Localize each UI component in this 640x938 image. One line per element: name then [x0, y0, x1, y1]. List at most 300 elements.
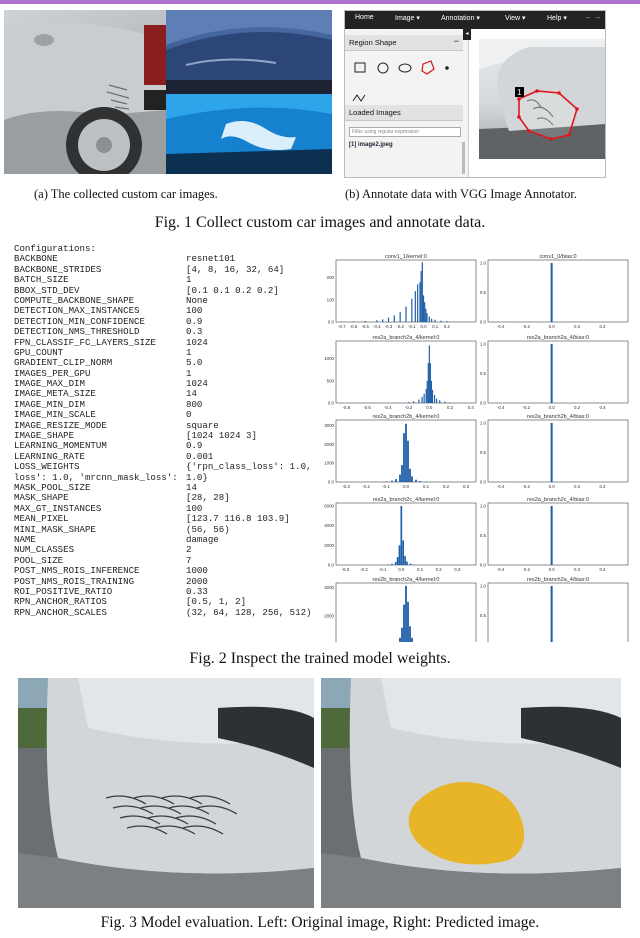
x-tick-label: 0.2 — [442, 484, 450, 489]
loaded-images-header[interactable] — [345, 105, 463, 121]
histogram-bar — [551, 506, 553, 565]
config-value: 14 — [186, 388, 197, 400]
x-tick-label: 0.3 — [462, 484, 470, 489]
config-key: BBOX_STD_DEV — [14, 284, 80, 296]
y-tick-label: 0.0 — [479, 562, 486, 568]
histogram-title: res2a_branch2b_4/bias:0 — [526, 414, 590, 420]
x-tick-label: -0.5 — [361, 324, 369, 329]
histogram-title: res2a_branch2b_4/kernel:0 — [372, 414, 440, 420]
config-key: ROI_POSITIVE_RATIO — [14, 585, 113, 597]
figure3-caption: Fig. 3 Model evaluation. Left: Original image, Right: Predicted image. — [100, 914, 540, 931]
config-key: DETECTION_MAX_INSTANCES — [14, 305, 140, 317]
predicted-image — [321, 678, 621, 908]
histogram-bar — [353, 321, 354, 322]
config-value: 0.3 — [186, 326, 203, 338]
histogram-bar — [394, 315, 395, 322]
loaded-images-title: Loaded Images — [349, 108, 401, 117]
x-tick-label: 0.1 — [416, 567, 424, 572]
x-tick-label: -0.1 — [382, 484, 390, 489]
histogram-frame — [488, 260, 628, 322]
config-value: 0.001 — [186, 450, 214, 462]
y-tick-label: 1.0 — [479, 341, 486, 347]
config-value: [4, 8, 16, 32, 64] — [186, 263, 285, 275]
image-list-item[interactable]: [1] image2.jpeg — [349, 142, 393, 148]
config-key: NAME — [14, 533, 36, 545]
x-tick-label: 0.3 — [454, 567, 461, 572]
histogram-panel — [480, 335, 628, 410]
config-value: 0.33 — [186, 585, 208, 597]
config-key: IMAGE_MIN_SCALE — [14, 409, 96, 421]
polygon-vertex — [575, 107, 579, 111]
circle-icon — [378, 63, 388, 73]
x-tick-label: 0.2 — [574, 324, 581, 329]
histogram-bar — [407, 441, 409, 482]
histogram-bar — [551, 263, 553, 322]
y-tick-label: 0.5 — [479, 449, 486, 455]
histogram-bar — [551, 344, 553, 403]
x-tick-label: 0.1 — [422, 484, 430, 489]
y-tick-label: 1.0 — [479, 583, 486, 589]
via-side-panel — [345, 29, 469, 178]
histogram-bar — [429, 316, 430, 322]
polygon-vertex — [549, 137, 553, 141]
histogram-bar — [403, 605, 405, 642]
config-key: POST_NMS_ROIS_INFERENCE — [14, 565, 140, 577]
config-value: [1024 1024 3] — [186, 430, 257, 442]
y-tick-label: 200 — [326, 275, 334, 281]
via-menu-annotation[interactable]: Annotation ▾ — [441, 15, 480, 22]
x-tick-label: -0.6 — [349, 324, 358, 329]
x-tick-label: -0.1 — [378, 567, 387, 572]
y-tick-label: 1.0 — [479, 503, 486, 509]
histogram-bar — [395, 479, 397, 482]
histogram-bar — [410, 564, 412, 565]
x-tick-label: -0.2 — [360, 567, 368, 572]
x-tick-label: -0.2 — [362, 484, 370, 489]
config-value: 1024 — [186, 378, 208, 390]
x-tick-label: -0.1 — [408, 324, 416, 329]
x-tick-label: -0.3 — [341, 567, 350, 572]
config-key: MAX_GT_INSTANCES — [14, 502, 102, 514]
histogram-bar — [427, 381, 428, 403]
histogram-bar — [397, 557, 399, 565]
y-tick-label: 100 — [326, 297, 334, 303]
histogram-bar — [365, 321, 366, 322]
config-key: MEAN_PIXEL — [14, 513, 69, 525]
config-value: 0 — [186, 409, 192, 421]
histogram-panel — [480, 497, 628, 572]
histogram-bar — [449, 402, 450, 403]
collapse-icon[interactable]: − — [453, 36, 459, 46]
subcaption-a: (a) The collected custom car images. — [34, 187, 218, 201]
ellipse-icon — [399, 64, 411, 72]
config-key: COMPUTE_BACKBONE_SHAPE — [14, 294, 135, 306]
histogram-bar — [424, 302, 425, 322]
config-value: (56, 56) — [186, 523, 230, 535]
y-tick-label: 1000 — [324, 460, 334, 466]
histogram-bar — [391, 564, 393, 565]
config-value: [0.5, 1, 2] — [186, 596, 247, 608]
histogram-bar — [551, 586, 553, 642]
config-key: IMAGE_META_SIZE — [14, 388, 96, 400]
histogram-bar — [409, 469, 411, 482]
y-tick-label: 1000 — [324, 356, 334, 362]
y-tick-label: 500 — [326, 378, 334, 384]
histogram-bar — [408, 402, 409, 403]
histogram-frame — [336, 503, 476, 565]
histogram-bar — [426, 313, 427, 322]
subcaption-b: (b) Annotate data with VGG Image Annotator. — [345, 187, 578, 201]
x-tick-label: 0.4 — [467, 405, 474, 410]
y-tick-label: 0.0 — [479, 319, 486, 325]
config-key: BACKBONE_STRIDES — [14, 263, 102, 275]
image-list-scrollbar[interactable] — [462, 142, 465, 174]
y-tick-label: 0.5 — [479, 370, 486, 376]
original-image — [18, 678, 314, 908]
weight-histograms — [322, 246, 634, 642]
rectangle-icon — [355, 63, 365, 72]
region-shape-header[interactable] — [345, 35, 463, 51]
histogram-bar — [413, 401, 414, 403]
x-tick-label: 0.4 — [599, 324, 606, 329]
config-value: [28, 28] — [186, 492, 230, 504]
config-value: 100 — [186, 305, 203, 317]
histogram-bar — [399, 545, 401, 565]
histogram-panel — [324, 497, 476, 572]
x-tick-label: -0.2 — [522, 484, 530, 489]
config-value: 1000 — [186, 565, 208, 577]
histogram-panel — [324, 414, 476, 489]
y-tick-label: 0.5 — [479, 532, 486, 538]
config-value: damage — [186, 533, 219, 545]
x-tick-label: 0.0 — [426, 405, 433, 410]
region-shape-title: Region Shape — [349, 38, 397, 47]
y-tick-label: 2000 — [324, 441, 334, 447]
config-value: 2 — [186, 544, 192, 556]
histogram-bar — [440, 321, 441, 322]
histogram-title: res2b_branch2a_4/kernel:0 — [372, 577, 440, 583]
histogram-bar — [423, 295, 424, 322]
config-value: 1024 — [186, 336, 208, 348]
histogram-bar — [444, 402, 445, 403]
config-key: IMAGES_PER_GPU — [14, 367, 91, 379]
histogram-bar — [428, 363, 429, 403]
histogram-bar — [400, 312, 401, 322]
x-tick-label: -0.2 — [522, 405, 530, 410]
x-tick-label: 0.0 — [548, 484, 555, 489]
histogram-bar — [399, 638, 401, 642]
figure1-caption: Fig. 1 Collect custom car images and annotate data. — [154, 214, 486, 231]
x-tick-label: -0.6 — [363, 405, 371, 410]
config-value: 0.9 — [186, 315, 203, 327]
histogram-bar — [400, 506, 402, 565]
polyline-icon — [353, 95, 365, 101]
histogram-title: conv1_0/bias:0 — [539, 254, 577, 260]
histogram-title: res2a_branch2c_4/bias:0 — [527, 497, 589, 503]
histogram-panel — [480, 254, 628, 329]
config-key: LEARNING_MOMENTUM — [14, 440, 107, 452]
y-tick-label: 1.0 — [479, 420, 486, 426]
polygon-icon — [422, 61, 434, 74]
config-row — [14, 608, 334, 618]
via-nav-arrows[interactable]: ← → — [585, 14, 601, 21]
config-value: None — [186, 294, 208, 306]
x-tick-label: -0.4 — [496, 567, 505, 572]
histogram-bar — [391, 481, 393, 482]
histogram-bar — [421, 271, 422, 322]
config-value: 0.9 — [186, 440, 203, 452]
histogram-bar — [405, 307, 406, 323]
y-tick-label: 2000 — [324, 613, 334, 619]
histogram-bar — [409, 626, 411, 642]
x-tick-label: -0.2 — [522, 324, 530, 329]
histogram-bar — [395, 562, 397, 565]
y-tick-label: 0.0 — [479, 400, 486, 406]
config-value: 800 — [186, 398, 203, 410]
vgg-image-annotator-screenshot — [344, 10, 606, 178]
histogram-panel — [324, 335, 476, 410]
y-tick-label: 0.5 — [479, 612, 486, 618]
panel-toggle-icon[interactable]: ◂ — [463, 29, 471, 40]
histogram-title: res2a_branch2c_4/kernel:0 — [372, 497, 440, 503]
config-value: {'rpn_class_loss': 1.0, — [186, 461, 312, 473]
x-tick-label: -0.4 — [496, 405, 505, 410]
x-tick-label: 0.2 — [574, 484, 581, 489]
config-value: 14 — [186, 481, 197, 493]
histogram-bar — [424, 394, 425, 403]
x-tick-label: 0.2 — [435, 567, 442, 572]
histogram-bar — [402, 540, 404, 565]
y-tick-label: 4000 — [324, 523, 334, 529]
config-key: FPN_CLASSIF_FC_LAYERS_SIZE — [14, 336, 156, 348]
histogram-title: res2a_branch2a_4/bias:0 — [526, 335, 590, 341]
histogram-bar — [411, 476, 413, 482]
config-key: GRADIENT_CLIP_NORM — [14, 357, 113, 369]
histogram-bar — [411, 638, 413, 642]
histogram-frame — [488, 341, 628, 403]
histogram-panel — [480, 414, 628, 489]
histogram-bar — [430, 363, 431, 403]
histogram-bar — [404, 556, 406, 565]
x-tick-label: -0.4 — [373, 324, 381, 329]
car-side-scratch-photo — [4, 10, 166, 174]
histogram-bar — [388, 318, 389, 322]
x-tick-label: 0.2 — [447, 405, 454, 410]
config-title: Configurations: — [14, 243, 96, 254]
x-tick-label: -0.3 — [384, 324, 393, 329]
config-key: IMAGE_MAX_DIM — [14, 378, 85, 390]
polygon-vertex — [517, 115, 521, 119]
config-key: BACKBONE — [14, 253, 58, 265]
histogram-bar — [411, 299, 412, 322]
histogram-bar — [435, 320, 436, 322]
histogram-bar — [419, 282, 420, 322]
y-tick-label: 0.0 — [327, 479, 334, 485]
config-key: LEARNING_RATE — [14, 450, 85, 462]
config-key: POOL_SIZE — [14, 554, 64, 566]
histogram-bar — [431, 319, 432, 322]
y-tick-label: 0.0 — [327, 400, 334, 406]
histogram-bar — [382, 319, 383, 322]
y-tick-label: 6000 — [324, 503, 334, 509]
x-tick-label: 0.0 — [548, 405, 555, 410]
histogram-bar — [419, 481, 421, 482]
config-key: GPU_COUNT — [14, 346, 64, 358]
histogram-title: res2a_branch2a_4/kernel:0 — [372, 335, 440, 341]
config-value: (32, 64, 128, 256, 512) — [186, 606, 312, 618]
x-tick-label: 0.0 — [548, 324, 555, 329]
x-tick-label: 0.0 — [398, 567, 405, 572]
config-key: BATCH_SIZE — [14, 274, 69, 286]
config-key: IMAGE_RESIZE_MODE — [14, 419, 107, 431]
via-menu-image[interactable]: Image ▾ — [395, 15, 420, 22]
histogram-frame — [488, 503, 628, 565]
histogram-bar — [385, 481, 387, 482]
config-row — [14, 525, 334, 535]
x-tick-label: 0.2 — [574, 405, 581, 410]
config-key: DETECTION_NMS_THRESHOLD — [14, 326, 140, 338]
config-value: square — [186, 419, 219, 431]
polygon-vertex — [567, 133, 571, 137]
x-tick-label: 0.4 — [599, 405, 606, 410]
config-key: loss': 1.0, 'mrcnn_mask_loss': — [14, 471, 178, 483]
histogram-bar — [436, 399, 437, 403]
car-blue-bumper-photo — [166, 10, 332, 94]
via-menu-help[interactable]: Help ▾ — [547, 15, 567, 22]
via-menu-home[interactable]: Home — [355, 14, 374, 21]
point-icon — [445, 66, 449, 70]
x-tick-label: -0.2 — [522, 567, 530, 572]
histogram-bar — [399, 474, 401, 482]
configuration-listing — [14, 244, 334, 618]
via-menu-view[interactable]: View ▾ — [505, 15, 526, 22]
histogram-panel — [324, 577, 476, 642]
histogram-frame — [488, 420, 628, 482]
histogram-bar — [376, 320, 377, 322]
x-tick-label: 0.1 — [432, 324, 439, 329]
filter-input[interactable]: Filter using regular expression — [349, 127, 461, 137]
histogram-bar — [417, 284, 418, 322]
config-key: RPN_ANCHOR_SCALES — [14, 606, 107, 618]
y-tick-label: 1.0 — [479, 260, 486, 266]
y-tick-label: 0.0 — [327, 562, 334, 568]
config-key: MASK_POOL_SIZE — [14, 481, 91, 493]
histogram-bar — [415, 480, 417, 482]
histogram-frame — [336, 341, 476, 403]
config-key: LOSS_WEIGHTS — [14, 461, 80, 473]
x-tick-label: -0.4 — [496, 484, 505, 489]
histogram-bar — [431, 381, 432, 403]
config-value: 1 — [186, 346, 192, 358]
y-tick-label: 4000 — [324, 584, 334, 590]
histogram-bar — [405, 586, 407, 642]
config-value: 7 — [186, 554, 192, 566]
histogram-bar — [551, 423, 553, 482]
y-tick-label: 0.0 — [479, 479, 486, 485]
x-tick-label: 0.4 — [599, 484, 606, 489]
histogram-bar — [434, 395, 435, 403]
x-tick-label: 0.0 — [402, 484, 410, 489]
config-row — [14, 275, 334, 285]
config-key: NUM_CLASSES — [14, 544, 75, 556]
histogram-bar — [406, 562, 408, 565]
histogram-bar — [405, 424, 407, 482]
x-tick-label: 0.2 — [443, 324, 450, 329]
y-tick-label: 0.5 — [479, 289, 486, 295]
x-tick-label: -0.3 — [342, 484, 350, 489]
polygon-vertex — [527, 129, 531, 133]
config-value: 5.0 — [186, 357, 203, 369]
config-key: DETECTION_MIN_CONFIDENCE — [14, 315, 145, 327]
top-accent-line — [0, 0, 640, 4]
config-value: [123.7 116.8 103.9] — [186, 513, 290, 525]
config-value: 1.0} — [186, 471, 208, 483]
histogram-bar — [403, 433, 405, 482]
histogram-frame — [488, 583, 628, 642]
config-key: RPN_ANCHOR_RATIOS — [14, 596, 107, 608]
x-tick-label: 0.0 — [548, 567, 555, 572]
x-tick-label: 0.0 — [420, 324, 427, 329]
config-row — [14, 327, 334, 337]
histogram-bar — [439, 400, 440, 403]
y-tick-label: 0.0 — [327, 319, 334, 325]
x-tick-label: -0.4 — [496, 324, 505, 329]
x-tick-label: -0.2 — [396, 324, 404, 329]
config-value: 100 — [186, 502, 203, 514]
histogram-bar — [422, 262, 423, 322]
polygon-vertex — [517, 97, 521, 101]
config-key: IMAGE_MIN_DIM — [14, 398, 85, 410]
histogram-title: res2b_branch2a_4/bias:0 — [526, 577, 590, 583]
polygon-vertex — [535, 89, 539, 93]
x-tick-label: -0.7 — [338, 324, 346, 329]
histogram-bar — [401, 628, 403, 642]
car-blue-dent-photo — [166, 94, 332, 174]
histogram-bar — [407, 602, 409, 642]
config-row — [14, 514, 334, 524]
config-key: IMAGE_SHAPE — [14, 430, 75, 442]
histogram-bar — [429, 345, 430, 403]
histogram-bar — [425, 309, 426, 322]
config-key: MASK_SHAPE — [14, 492, 69, 504]
annotation-canvas[interactable] — [479, 39, 605, 159]
x-tick-label: 0.4 — [599, 567, 606, 572]
histogram-bar — [426, 389, 427, 403]
config-value: 1 — [186, 367, 192, 379]
histogram-bar — [421, 397, 422, 403]
config-key: MINI_MASK_SHAPE — [14, 523, 96, 535]
y-tick-label: 3000 — [324, 423, 334, 429]
x-tick-label: -0.8 — [342, 405, 351, 410]
histogram-bar — [418, 399, 419, 403]
histogram-panel — [327, 254, 476, 329]
histogram-bar — [446, 321, 447, 322]
region-id-label: 1 — [517, 88, 522, 97]
x-tick-label: -0.2 — [404, 405, 413, 410]
histogram-bar — [415, 291, 416, 322]
polygon-vertex — [557, 91, 561, 95]
config-value: resnet101 — [186, 253, 236, 265]
config-value: 2000 — [186, 575, 208, 587]
config-key: POST_NMS_ROIS_TRAINING — [14, 575, 135, 587]
x-tick-label: -0.4 — [384, 405, 392, 410]
config-row — [14, 566, 334, 576]
histogram-panel — [480, 577, 628, 642]
histogram-bar — [432, 390, 433, 403]
histogram-title: conv1_1/kernel:0 — [385, 254, 427, 260]
y-tick-label: 2000 — [324, 542, 334, 548]
config-value: [0.1 0.1 0.2 0.2] — [186, 284, 279, 296]
